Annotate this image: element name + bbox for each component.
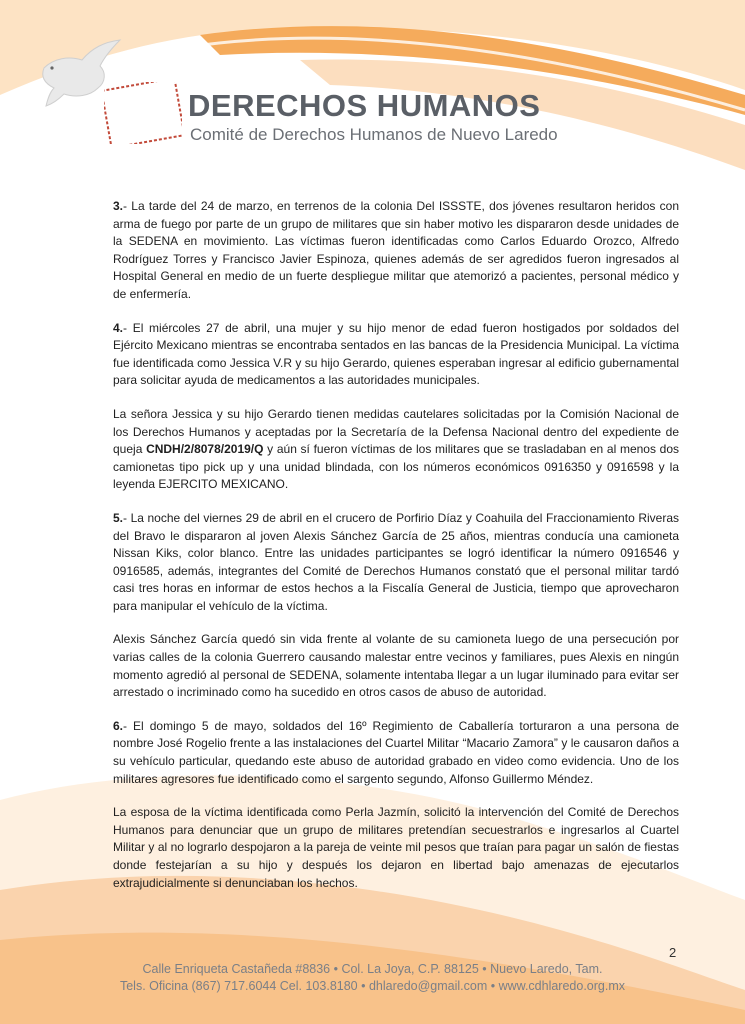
paragraph-alexis	[113, 631, 679, 701]
item-number: 6.	[113, 718, 124, 733]
paragraph-text: Alexis Sánchez García quedó sin vida frente al volante de su camioneta luego de una persecución por varias calles de la colonia Guerrero causando malestar entre vecinos y familiares, pues Alexis en ningún momento agredió al personal de SEDENA, solamente intentaba llegar a un lugar iluminado para evitar ser arrestado o incriminado como ha sucedido en otros casos de abuso de autoridad.	[113, 632, 679, 700]
logo-stamp	[104, 82, 182, 144]
item-number: 4.	[113, 320, 124, 335]
complaint-code: CNDH/2/8078/2019/Q	[146, 442, 264, 457]
paragraph-text: - El miércoles 27 de abril, una mujer y su hijo menor de edad fueron hostigados por soldados del Ejército Mexicano mientras se encontraba sentados en las bancas de la Presidencia Municipal. La víctima fue identificada como Jessica V.R y su hijo Gerardo, quienes esperaban ingresar al edificio gubernamental para solicitar ayuda de medicamentos a las autoridades municipales.	[113, 320, 679, 388]
paragraph-5	[113, 510, 679, 616]
paragraph-perla	[113, 804, 679, 892]
paragraph-text: y aún sí fueron víctimas de los militares que se trasladaban en al menos dos camionetas tipo pick up y una unidad blindada, con los números económicos 0916350 y 0916598 y la leyenda EJERCITO MEXICANO.	[113, 442, 680, 492]
organization-subtitle: Comité de Derechos Humanos de Nuevo Laredo	[190, 125, 558, 144]
paragraph-text: - El domingo 5 de mayo, soldados del 16º Regimiento de Caballería torturaron a una persona de nombre José Rogelio frente a las instalaciones del Cuartel Militar “Macario Zamora” y le causaron daños a su vehículo particular, quedando este abuso de autoridad grabado en video como evidencia. Uno de los militares agresores fue identificado como el sargento segundo, Alfonso Guillermo Méndez.	[113, 718, 679, 786]
page-number: 2	[669, 945, 677, 960]
footer-address: Calle Enriqueta Castañeda #8836 • Col. La Joya, C.P. 88125 • Nuevo Laredo, Tam.	[142, 962, 603, 976]
paragraph-text: La señora Jessica y su hijo Gerardo tienen medidas cautelares solicitadas por la Comisión Nacional de los Derechos Humanos y aceptadas por la Secretaría de la Defensa Nacional dentro del expediente de queja	[113, 406, 679, 457]
paragraph-text: - La noche del viernes 29 de abril en el crucero de Porfirio Díaz y Coahuila del Fraccionamiento Riveras del Bravo le dispararon al joven Alexis Sánchez García de 25 años, mientras conducía una camioneta Nissan Kiks, color blanco. Entre las unidades participantes se logró identificar la número 0916546 y 0916585, además, integrantes del Comité de Derechos Humanos constató que el personal militar tardó casi tres horas en informar de estos hechos a la Fiscalía General de Justicia, tiempo que aprovecharon para manipular el vehículo de la víctima.	[113, 510, 679, 613]
stamp-frame-icon	[104, 82, 182, 144]
paragraph-4	[113, 320, 679, 390]
paragraph-3	[113, 198, 679, 304]
letterhead	[0, 0, 745, 175]
paragraph-jessica	[113, 406, 679, 494]
footer	[0, 961, 745, 995]
footer-contact: Tels. Oficina (867) 717.6044 Cel. 103.8180 • dhlaredo@gmail.com • www.cdhlaredo.org.mx	[119, 979, 626, 993]
organization-title: DERECHOS HUMANOS	[188, 88, 541, 123]
document-body	[113, 198, 679, 908]
item-number: 5.	[113, 510, 124, 525]
paragraph-text: - La tarde del 24 de marzo, en terrenos de la colonia Del ISSSTE, dos jóvenes resultaron heridos con arma de fuego por parte de un grupo de militares que sin haber motivo les dispararon desde unidades de la SEDENA en movimiento. Las víctimas fueron identificadas como Carlos Eduardo Orozco, Alfredo Rodríguez Torres y Francisco Javier Espinoza, quienes además de ser agredidos fueron ingresados al Hospital General en medio de un fuerte despliegue militar que atemorizó a pacientes, personal médico y de enfermería.	[113, 199, 679, 301]
item-number: 3.	[113, 199, 124, 213]
paragraph-text: La esposa de la víctima identificada como Perla Jazmín, solicitó la intervención del Comité de Derechos Humanos para denunciar que un grupo de militares pretendían secuestrarlos e ingresarlos al Cuartel Militar y al no lograrlo despojaron a la pareja de veinte mil pesos que traían para pagar un salón de fiestas donde festejarían a su hijo y después los dejaron en libertad bajo amenazas de ejecutarlos extrajudicialmente si denunciaban los hechos.	[113, 805, 679, 890]
paragraph-6	[113, 718, 679, 788]
